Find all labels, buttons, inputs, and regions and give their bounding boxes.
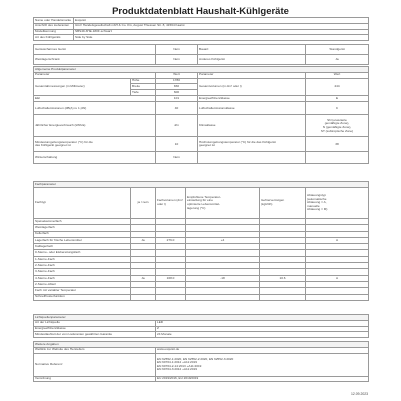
param-label [198, 137, 306, 152]
extra-value [156, 353, 369, 376]
general-label: Name oder Handelsmarke [34, 18, 74, 24]
compartment-type: Kaltlagerfach [34, 244, 131, 250]
column-header [260, 188, 306, 219]
light-value: Z [156, 326, 369, 332]
extra-label: Verordnung [34, 376, 156, 382]
compartment-freezing-capacity: 10.6 [260, 275, 306, 281]
norm-line: EN 60704-2-14:2013 +A11:2019 [157, 363, 202, 368]
type-value: Ja [306, 55, 369, 65]
compartment-defrost [306, 294, 369, 300]
header-line: (kg/24h) [261, 202, 273, 206]
param-value: 444 [306, 78, 369, 95]
header-line: Fachvolumen (dm³ [157, 198, 183, 203]
column-header [186, 188, 260, 219]
param-label: Energieeffizienzklasse [198, 95, 306, 102]
param-value: C [306, 102, 369, 115]
norm-line: EN 60704-1:2012 +A11:2019 [157, 360, 197, 365]
light-label: Art der Lichtquelle [34, 320, 156, 326]
param-value: 38 [306, 137, 369, 152]
general-value: Side by Side [74, 35, 369, 41]
param-label [34, 137, 156, 152]
compartment-type: Kellerfach [34, 231, 131, 237]
dimension-label: Höhe [131, 78, 156, 84]
param-label: Klimaklasse [198, 115, 306, 137]
compartment-present: Ja [131, 275, 156, 281]
type-label: Bauart: [198, 45, 306, 55]
type-row [34, 45, 369, 55]
label-line: geeignet ist [199, 143, 215, 148]
param-label: Winterschaltung [34, 152, 156, 164]
param-label: Luftschallemissionen (dB(A) re 1 pW) [34, 102, 156, 115]
empty-cell [198, 152, 306, 164]
param-value: J/m [156, 115, 198, 137]
column-header: Parameter [34, 72, 156, 78]
section-heading: Fachparameter [34, 182, 369, 188]
compartment-temperature [186, 294, 260, 300]
page-title: Produktdatenblatt Haushalt-Kühlgeräte [112, 6, 289, 17]
header-line: (automatische [307, 196, 327, 201]
extra-label: Weblink zur Website des Herstellers [34, 347, 156, 353]
comp-header-row [34, 188, 369, 219]
warranty-value: 24 Monate [156, 332, 369, 338]
label-line: Höchstumgebungstemperatur (°C) für die das Kühlgerät [199, 139, 276, 144]
norm-line: EN 62552-1:2020, EN 62552-2:2020, EN 62552-3:2020 [157, 356, 234, 361]
compartment-type: 1-Sterne-Fach [34, 256, 131, 262]
dimension-value: 1780 [156, 78, 198, 84]
compartment-present [131, 294, 156, 300]
type-value: Standgerät [306, 45, 369, 55]
dimension-value: 830 [156, 84, 198, 90]
dimension-value: 600 [156, 90, 198, 96]
param-row [34, 137, 369, 152]
type-value: Nein [156, 55, 198, 65]
header-line: oder l) [157, 202, 166, 206]
warranty-row [34, 332, 369, 338]
general-value: Exquisit [74, 18, 369, 24]
type-table [33, 44, 369, 65]
column-header: Wert [306, 72, 369, 78]
extra-value: EU 2019/2016, EU 2019/2019 [156, 376, 369, 382]
type-value: Nein [156, 45, 198, 55]
column-header: Parameter [198, 72, 306, 78]
compartment-temperature: +4 [186, 237, 260, 243]
header-line: optimierte Lebensmittel- [187, 202, 221, 206]
norm-line: EN 60704-3:2012 +A11:2019 [157, 367, 197, 372]
compartment-type: 0-Sterne- oder Eisbereitungsfach [34, 250, 131, 256]
compartment-type: Schnellfrosterfunktion [34, 294, 131, 300]
compartments-table [33, 181, 369, 301]
param-label: Gesamtvolumen (in dm³ oder l) [198, 78, 306, 95]
light-table [33, 314, 369, 338]
climate-line: SN (erweiterte [327, 117, 347, 122]
climate-line: N (gemäßigte Zone), [322, 124, 352, 129]
dimension-label: Tiefe [131, 90, 156, 96]
param-row [34, 102, 369, 115]
compartment-freezing-capacity [260, 294, 306, 300]
warranty-label: Mindestlaufzeit der vom Lieferanten gewährten Garantie [34, 332, 156, 338]
manufacturer-link[interactable]: www.exquisit.de [156, 347, 369, 353]
param-label: EEI [34, 95, 156, 102]
param-value: E [306, 95, 369, 102]
param-value: 40 [156, 102, 198, 115]
general-label: Anschrift des Lieferanten [34, 23, 74, 29]
general-row [34, 35, 369, 41]
header-line: manuelle [307, 203, 320, 208]
section-heading: Weitere Angaben [34, 342, 369, 348]
param-row [34, 152, 369, 164]
compartment-type: Speisekammerfach [34, 219, 131, 225]
extra-table [33, 341, 369, 382]
general-value: GGV Handelsgesellschaft mbH & Co. KG, August Thiessen Str. 8, 41564 Kaarst [74, 23, 369, 29]
param-label: Jährlicher Energieverbrauch (kWh/a) [34, 115, 156, 137]
dimension-row [34, 78, 369, 84]
compartment-volume [156, 294, 186, 300]
header-line: Abtauung = M) [307, 207, 328, 212]
header-line: Gefriervermögen [261, 198, 285, 203]
compartment-type: 3-Sterne-Fach [34, 269, 131, 275]
header-line: Abtauung = A, [307, 200, 327, 205]
column-header: ja / nein [131, 188, 156, 219]
compartment-temperature: -18 [186, 275, 260, 281]
header-line: lagerung (°C) [187, 205, 206, 210]
type-label: Weinlagerschrank [34, 55, 156, 65]
header-line: einstellung für eine [187, 198, 213, 203]
type-label: Geräuscharmes Gerät [34, 45, 156, 55]
column-header: Wert [156, 72, 198, 78]
compartment-volume: 276.0 [156, 237, 186, 243]
compartment-type: Weinlagerfach [34, 225, 131, 231]
param-value: 101 [156, 95, 198, 102]
compartment-volume: 168.0 [156, 275, 186, 281]
section-heading: Allgemeine Produktparameter [34, 67, 369, 73]
param-label: Gesamtabmessungen (in Millimeter) [34, 78, 131, 95]
param-row [34, 115, 369, 137]
general-label: Modellkennung [34, 29, 74, 35]
extra-row [34, 376, 369, 382]
light-value: LED [156, 320, 369, 326]
column-header [156, 188, 186, 219]
column-header [306, 188, 369, 219]
compartment-type: Lagerfach für frische Lebensmittel [34, 237, 131, 243]
light-label: Energieeffizienzklasse [34, 326, 156, 332]
dimension-label: Breite [131, 84, 156, 90]
compartment-type: Fach mit variabler Temperatur [34, 288, 131, 294]
compartment-type: 4-Sterne-Fach [34, 275, 131, 281]
compartment-type: 2-Sterne-Abteil [34, 281, 131, 287]
extra-row [34, 353, 369, 376]
param-label: Luftschallemissionsklasse [198, 102, 306, 115]
header-line: Abtauungstyp [307, 193, 326, 198]
extra-label: Normative Referenz [34, 353, 156, 376]
compartment-defrost: A [306, 275, 369, 281]
compartment-type: 2-Sterne-Fach [34, 263, 131, 269]
column-header: Fachtyp [34, 188, 131, 219]
type-row [34, 55, 369, 65]
compartment-row [34, 294, 369, 300]
params-table [33, 66, 369, 164]
compartment-defrost: A [306, 237, 369, 243]
section-heading: Lichtquellenparameter [34, 315, 369, 321]
climate-line: gemäßigte Zone), [324, 121, 350, 126]
general-value: SBS49-3HE-180F-schwarz [74, 29, 369, 35]
general-table [33, 17, 369, 41]
general-label: Art des Kühlgeräts [34, 35, 74, 41]
climate-line: ST (subtropische Zone) [320, 128, 354, 133]
param-value: Nein [156, 152, 198, 164]
param-value: 10 [156, 137, 198, 152]
param-value [306, 115, 369, 137]
label-line: das Kühlgerät geeignet ist [35, 143, 71, 148]
type-label: Anderes Kühlgerät [198, 55, 306, 65]
document-date: 12.09.2023 [351, 392, 368, 396]
label-line: Mindestumgebungstemperatur (°C) für die [35, 139, 93, 144]
empty-cell [306, 152, 369, 164]
header-line: Empfohlene Temperatur- [187, 194, 221, 199]
compartment-present: Ja [131, 237, 156, 243]
